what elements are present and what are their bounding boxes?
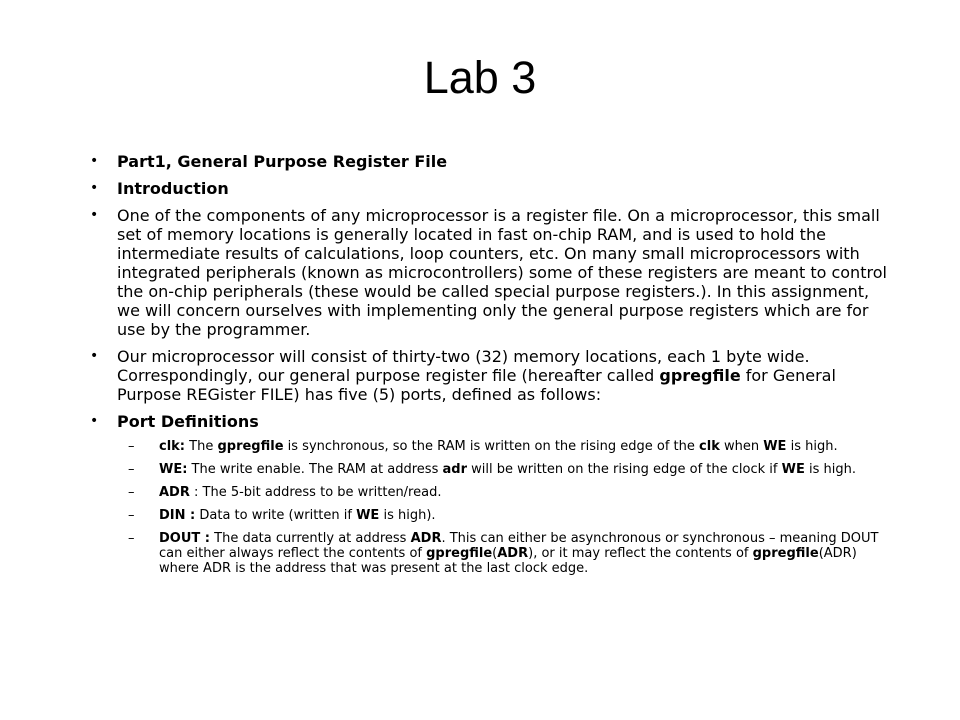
dash-marker: – xyxy=(128,531,135,546)
gpregfile-term: gpregfile xyxy=(659,366,741,385)
port-we xyxy=(90,462,890,477)
port-text: DIN : Data to write (written if WE is high). xyxy=(159,508,436,523)
bullet-text: Our microprocessor will consist of thirty-two (32) memory locations, each 1 byte wide. Correspondingly, our general purpose register file (hereafter called gpregfile for General Purpose REGister FILE) has five (5) ports, defined as follows: xyxy=(117,347,836,404)
bullet-marker: • xyxy=(90,207,99,223)
bullet-port-definitions xyxy=(90,412,890,431)
bullet-text: Part1, General Purpose Register File xyxy=(117,152,448,171)
port-text: WE: The write enable. The RAM at address adr will be written on the rising edge of the clock if WE is high. xyxy=(159,462,856,477)
bullet-marker: • xyxy=(90,348,99,364)
port-text: ADR : The 5-bit address to be written/read. xyxy=(159,485,442,500)
dash-marker: – xyxy=(128,485,135,500)
dash-marker: – xyxy=(128,508,135,523)
port-adr xyxy=(90,485,890,500)
port-label: DOUT : xyxy=(159,531,210,546)
port-text: DOUT : The data currently at address ADR. This can either be asynchronous or synchronous – meaning DOUT can either always reflect the contents of gpregfile(ADR), or it may reflect the contents of gpregfile(ADR) where ADR is the address that was present at the last clock edge. xyxy=(159,531,879,576)
bullet-text: Port Definitions xyxy=(117,412,259,431)
port-label: clk: xyxy=(159,439,186,454)
port-clk xyxy=(90,439,890,454)
slide-title: Lab 3 xyxy=(423,52,537,103)
port-label: DIN : xyxy=(159,508,196,523)
bullet-part1 xyxy=(90,152,890,171)
port-label: WE: xyxy=(159,462,188,477)
port-label: ADR xyxy=(159,485,190,500)
bullet-marker: • xyxy=(90,413,99,429)
port-dout xyxy=(90,531,890,576)
bullet-register-file-description xyxy=(90,206,890,339)
port-text: clk: The gpregfile is synchronous, so the RAM is written on the rising edge of the clk when WE is high. xyxy=(159,439,838,454)
slide-body xyxy=(90,152,890,584)
dash-marker: – xyxy=(128,439,135,454)
bullet-microprocessor-description xyxy=(90,347,890,404)
dash-marker: – xyxy=(128,462,135,477)
bullet-text: Introduction xyxy=(117,179,229,198)
bullet-marker: • xyxy=(90,180,99,196)
bullet-marker: • xyxy=(90,153,99,169)
port-din xyxy=(90,508,890,523)
bullet-text: One of the components of any microprocessor is a register file. On a microprocessor, this small set of memory locations is generally located in fast on-chip RAM, and is used to hold the intermediate results of calculations, loop counters, etc. On many small microprocessors with integrated peripherals (known as microcontrollers) some of these registers are meant to control the on-chip peripherals (these would be called special purpose registers.). In this assignment, we will concern ourselves with implementing only the general purpose registers which are for use by the programmer. xyxy=(117,206,887,339)
bullet-introduction xyxy=(90,179,890,198)
